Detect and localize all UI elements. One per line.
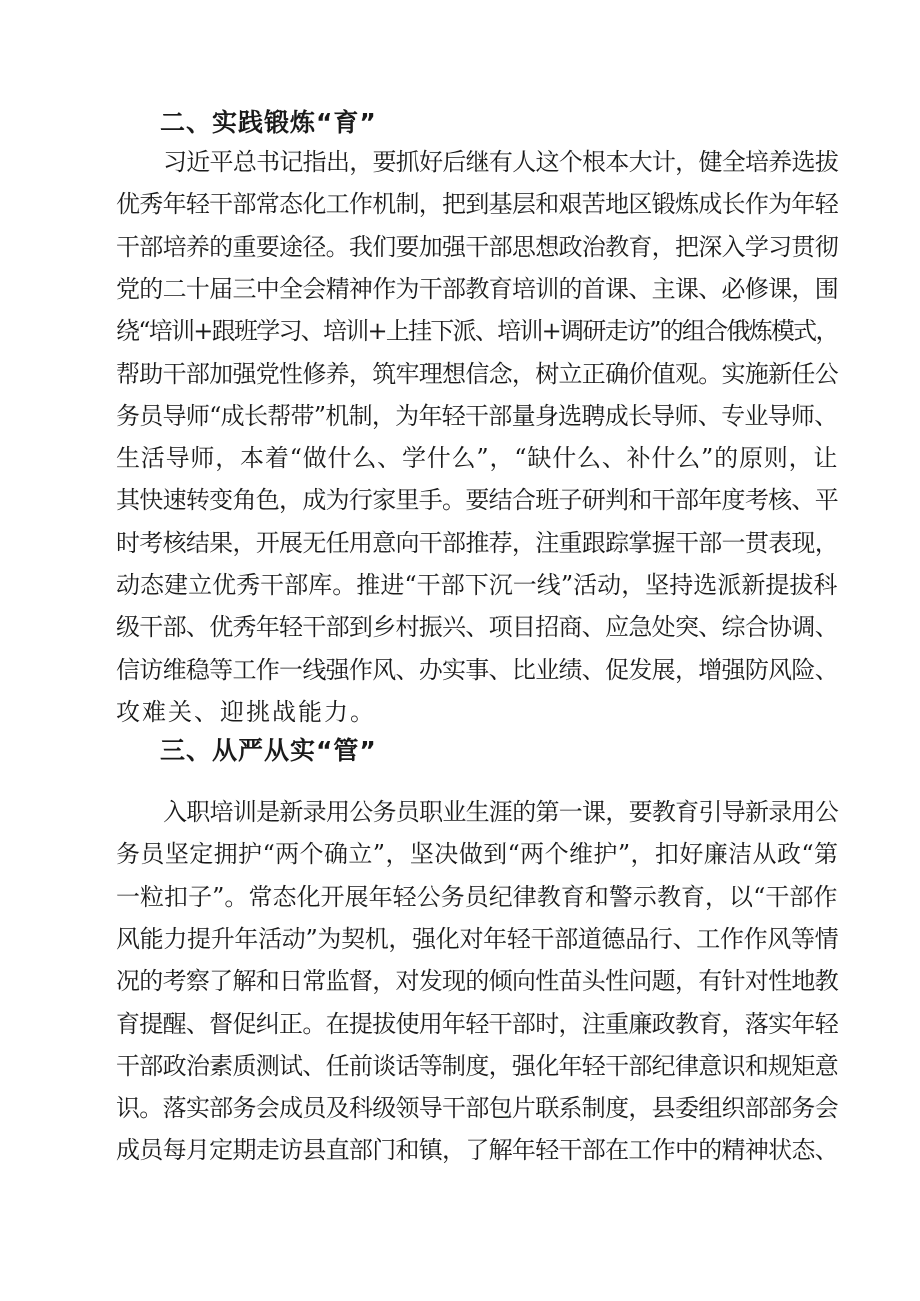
paragraph-line: 信访维稳等工作一线强作风、办实事、比业绩、促发展，增强防风险、 [116, 655, 838, 684]
paragraph-line: 干部政治素质测试、任前谈话等制度，强化年轻干部纪律意识和规矩意 [116, 1051, 838, 1080]
paragraph-line: 绕“培训+跟班学习、培训+上挂下派、培训+调研走访”的组合俄炼模式， [116, 317, 838, 346]
paragraph-line: 时考核结果，开展无任用意向干部推荐，注重跟踪掌握干部一贯表现， [116, 528, 838, 557]
paragraph-line: 风能力提升年活动”为契机，强化对年轻干部道德品行、工作作风等情 [116, 924, 839, 953]
section-heading-management: 三、从严从实“管” [160, 736, 377, 765]
paragraph-line: 识。落实部务会成员及科级领导干部包片联系制度，县委组织部部务会 [116, 1094, 838, 1123]
paragraph-line: 优秀年轻干部常态化工作机制，把到基层和艰苦地区锻炼成长作为年轻 [116, 190, 838, 219]
paragraph-line: 党的二十届三中全会精神作为干部教育培训的首课、主课、必修课，围 [116, 274, 838, 303]
paragraph-line: 育提醒、督促纠正。在提拔使用年轻干部时，注重廉政教育，落实年轻 [116, 1009, 838, 1038]
section-heading-practice: 二、实践锻炼“育” [160, 108, 377, 137]
paragraph-line: 生活导师，本着“做什么、学什么”，“缺什么、补什么”的原则，让 [116, 444, 839, 473]
paragraph-line: 入职培训是新录用公务员职业生涯的第一课，要教育引导新录用公 [163, 798, 839, 826]
paragraph-line: 干部培养的重要途径。我们要加强干部思想政治教育，把深入学习贯彻 [116, 232, 838, 261]
paragraph-line: 其快速转变角色，成为行家里手。要结合班子研判和干部年度考核、平 [116, 486, 838, 515]
paragraph-line: 攻难关、迎挑战能力。 [116, 697, 376, 726]
paragraph-line: 级干部、优秀年轻干部到乡村振兴、项目招商、应急处突、综合协调、 [116, 613, 838, 642]
paragraph-line: 务员导师“成长帮带”机制，为年轻干部量身选聘成长导师、专业导师、 [116, 401, 838, 430]
paragraph-line: 习近平总书记指出，要抓好后继有人这个根本大计，健全培养选拔 [163, 148, 839, 176]
paragraph-line: 帮助干部加强党性修养，筑牢理想信念，树立正确价值观。实施新任公 [116, 359, 838, 388]
paragraph-line: 动态建立优秀干部库。推进“干部下沉一线”活动，坚持选派新提拔科 [116, 571, 838, 599]
paragraph-line: 一粒扣子”。常态化开展年轻公务员纪律教育和警示教育，以“干部作 [116, 882, 838, 911]
paragraph-line: 成员每月定期走访县直部门和镇，了解年轻干部在工作中的精神状态、 [116, 1136, 838, 1165]
paragraph-line: 务员坚定拥护“两个确立”，坚决做到“两个维护”，扣好廉洁从政“第 [116, 840, 839, 869]
paragraph-line: 况的考察了解和日常监督，对发现的倾向性苗头性问题，有针对性地教 [116, 967, 838, 996]
